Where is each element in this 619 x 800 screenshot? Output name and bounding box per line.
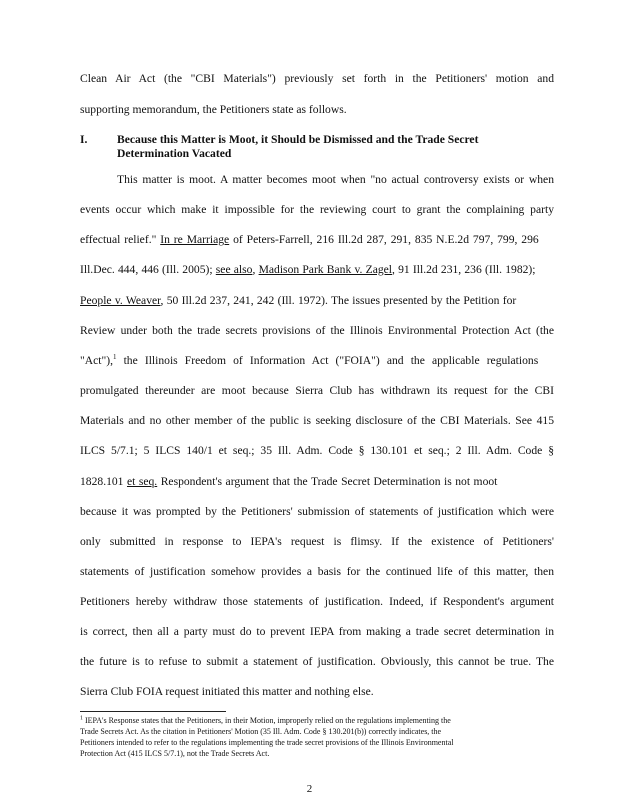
citation-text: 1828.101 (80, 475, 127, 488)
body-line-18: Sierra Club FOIA request initiated this matter and nothing else. (80, 685, 374, 698)
case-citation: Madison Park Bank v. Zagel (258, 263, 393, 276)
body-line-4 (80, 263, 554, 277)
footnote-line-4: Protection Act (415 ILCS 5/7.1), not the Trade Secrets Act. (80, 749, 270, 758)
case-citation: People v. Weaver (80, 294, 161, 307)
body-line-16: is correct, then all a party must do to prevent IEPA from making a trade secret determination in (80, 625, 554, 638)
signal-see-also: see also (215, 263, 253, 276)
body-line-1: This matter is moot. A matter becomes moot when "no actual controversy exists or when (117, 173, 554, 186)
body-line-10: ILCS 5/7.1; 5 ILCS 140/1 et seq.; 35 Ill. Adm. Code § 130.101 et seq.; 2 Ill. Adm. Code § (80, 444, 554, 457)
body-line-15: Petitioners hereby withdraw those statements of justification. Indeed, if Respondent's argument (80, 595, 554, 608)
citation-text: , 91 Ill.2d 231, 236 (Ill. 1982); (392, 263, 536, 276)
footnote-text: IEPA's Response states that the Petitioners, in their Motion, improperly relied on the regulations implementing the (83, 716, 451, 725)
body-line-17: the future is to refuse to submit a statement of justification. Obviously, this cannot be true. The (80, 655, 554, 668)
act-abbrev: "Act"), (80, 354, 113, 367)
quote-text: effectual relief." (80, 233, 157, 246)
citation-text: Ill.Dec. 444, 446 (Ill. 2005); (80, 263, 216, 276)
footnote-ref: 1 (112, 353, 117, 362)
body-line-2: events occur which make it impossible for the reviewing court to grant the complaining party (80, 203, 554, 216)
body-line-13: only submitted in response to IEPA's request is flimsy. If the existence of Petitioners' (80, 535, 554, 548)
footnote-line-1 (80, 716, 554, 726)
intro-line-1: Clean Air Act (the "CBI Materials") previously set forth in the Petitioners' motion and (80, 72, 554, 85)
body-line-9: Materials and no other member of the public is seeking disclosure of the CBI Materials. See 415 (80, 414, 554, 427)
footnote-line-2: Trade Secrets Act. As the citation in Petitioners' Motion (35 Ill. Adm. Code § 130.201(b)) correctly indicates, the (80, 727, 442, 736)
footnote-line-3: Petitioners intended to refer to the regulations implementing the trade secret provisions of the Illinois Environmental (80, 738, 454, 747)
footnote-marker: 1 (80, 715, 83, 722)
body-line-11 (80, 475, 554, 489)
body-text: the Illinois Freedom of Information Act ("FOIA") and the applicable regulations (116, 354, 539, 367)
body-line-6: Review under both the trade secrets provisions of the Illinois Environmental Protection Act (the (80, 324, 554, 337)
body-line-8: promulgated thereunder are moot because Sierra Club has withdrawn its request for the CBI (80, 384, 554, 397)
citation-text: of Peters-Farrell, 216 Ill.2d 287, 291, 835 N.E.2d 797, 799, 296 (229, 233, 539, 246)
footnote-divider (80, 711, 226, 712)
body-text: Respondent's argument that the Trade Secret Determination is not moot (157, 475, 498, 488)
body-line-5 (80, 294, 554, 308)
case-citation: In re Marriage (160, 233, 230, 246)
section-number: I. (80, 133, 88, 146)
page-number: 2 (306, 783, 313, 795)
intro-line-2: supporting memorandum, the Petitioners state as follows. (80, 103, 347, 116)
citation-text: , 50 Ill.2d 237, 241, 242 (Ill. 1972). The issues presented by the Petition for (160, 294, 517, 307)
et-seq: et seq. (126, 475, 158, 488)
separator: , (252, 263, 259, 276)
section-heading-line-2: Determination Vacated (117, 147, 232, 160)
body-line-12: because it was prompted by the Petitioners' submission of statements of justification which were (80, 505, 554, 518)
body-line-3 (80, 233, 554, 247)
body-line-14: statements of justification somehow provides a basis for the continued life of this matter, then (80, 565, 554, 578)
body-line-7 (80, 354, 554, 368)
section-heading-line-1: Because this Matter is Moot, it Should be Dismissed and the Trade Secret (117, 133, 479, 146)
